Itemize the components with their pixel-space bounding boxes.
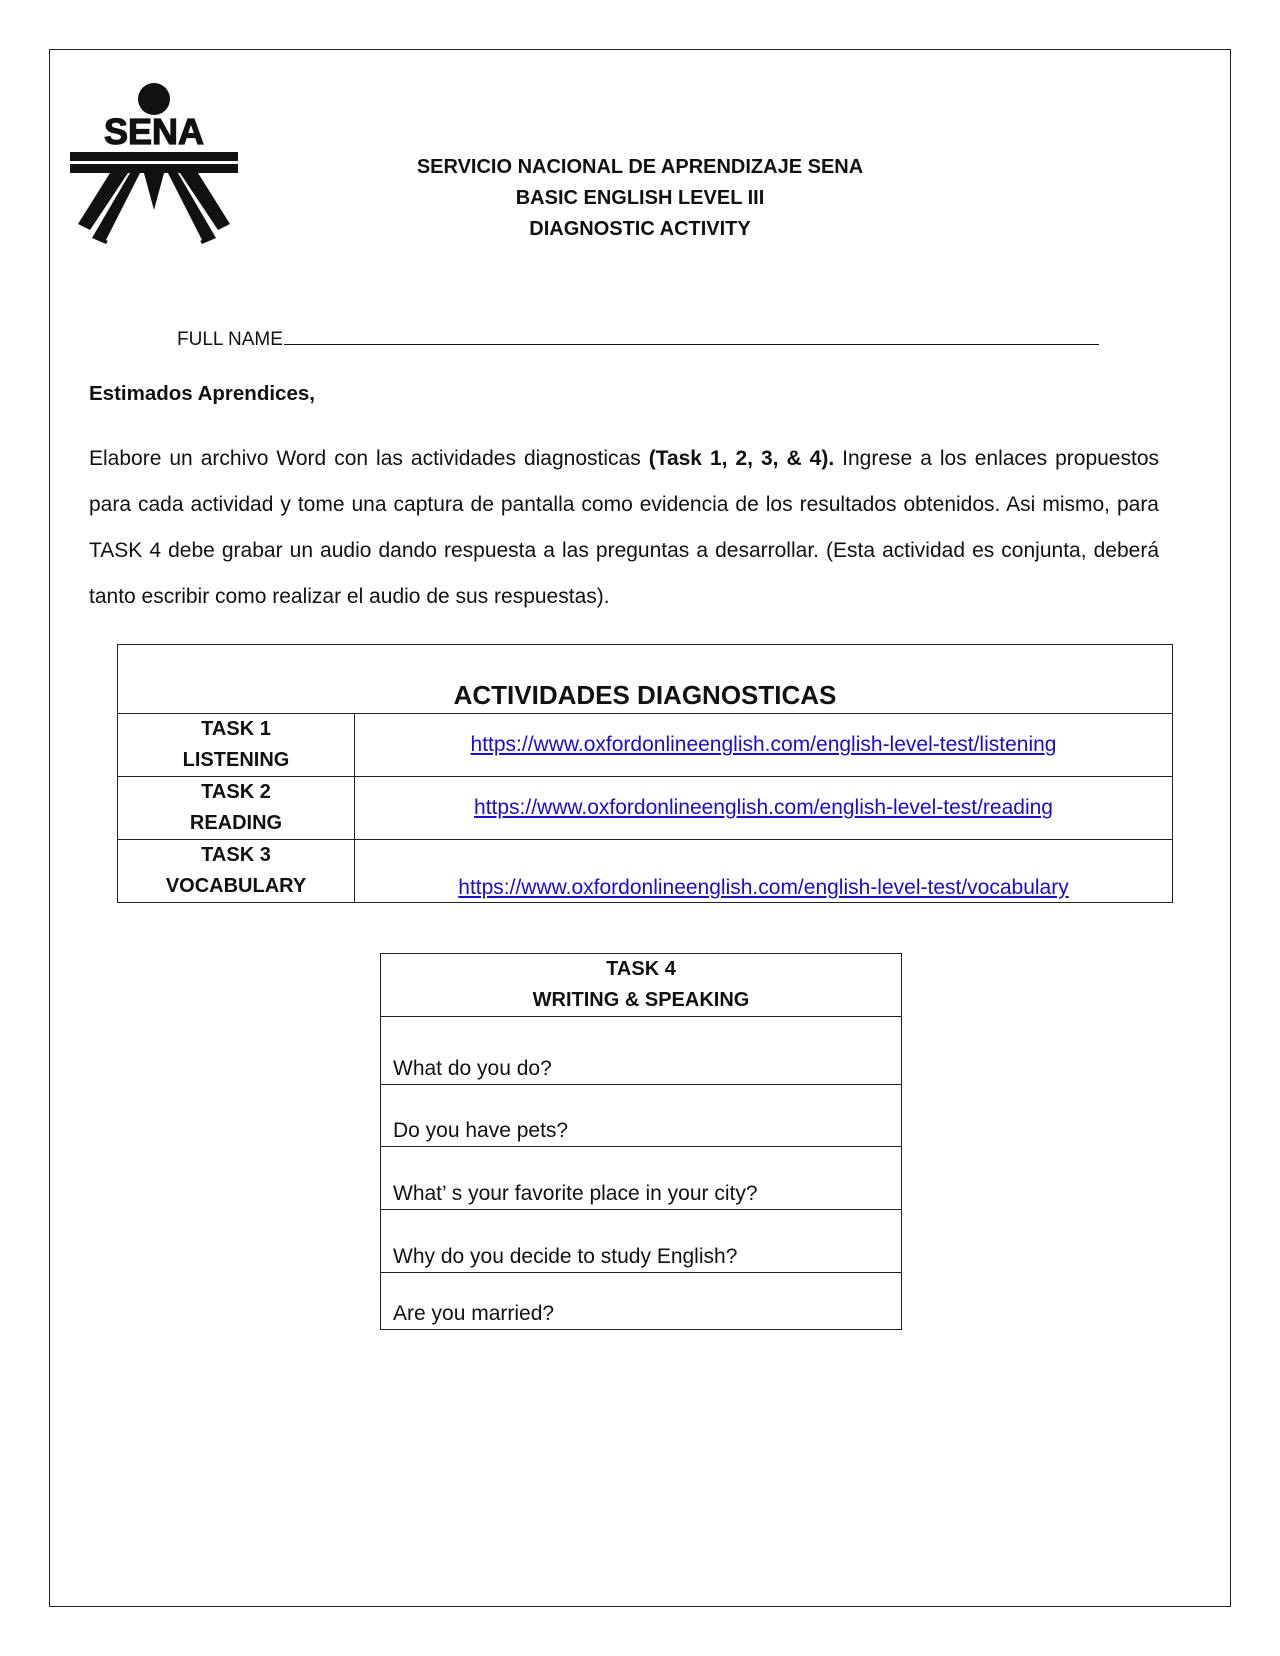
activity-title: DIAGNOSTIC ACTIVITY [529,218,751,240]
full-name-blank-line[interactable] [284,323,1099,345]
reading-test-link[interactable]: https://www.oxfordonlineenglish.com/english-level-test/reading [474,796,1053,819]
task-label: TASK 2 READING [118,777,355,840]
document-header [300,152,980,245]
course-title: BASIC ENGLISH LEVEL III [515,187,765,209]
question-item: Why do you decide to study English? [381,1210,902,1273]
task-label: TASK 3 VOCABULARY [118,840,355,903]
full-name-label: FULL NAME [177,329,283,350]
question-item: Are you married? [381,1273,902,1330]
logo-text: SENA [103,111,205,152]
instructions-paragraph: Elabore un archivo Word con las actividades diagnosticas (Task 1, 2, 3, & 4). Ingrese a los enlaces propuestos para cada actividad y tome una captura de pantalla como evidencia de los resultados obtenidos. Asi mismo, para TASK 4 debe grabar un audio dando respuesta a las preguntas a desarrollar. (Esta actividad es conjunta, deberá tanto escribir como realizar el audio de sus respuestas). [89,447,1159,608]
table-row [118,840,1173,903]
task4-table [380,953,902,1330]
table-row [118,714,1173,777]
institution-title: SERVICIO NACIONAL DE APRENDIZAJE SENA [416,156,864,178]
vocabulary-test-link[interactable]: https://www.oxfordonlineenglish.com/english-level-test/vocabulary [458,876,1069,899]
question-item: Do you have pets? [381,1085,902,1147]
sena-logo-icon [70,82,238,246]
activities-table-title: ACTIVIDADES DIAGNOSTICAS [118,645,1173,714]
full-name-field [177,323,1099,351]
task4-header: TASK 4 WRITING & SPEAKING [381,954,902,1017]
table-row [118,777,1173,840]
task-label: TASK 1 LISTENING [118,714,355,777]
question-item: What do you do? [381,1017,902,1085]
tasks-bold: (Task 1, 2, 3, & 4). [648,447,835,470]
listening-test-link[interactable]: https://www.oxfordonlineenglish.com/english-level-test/listening [470,733,1057,756]
question-item: What’ s your favorite place in your city? [381,1147,902,1210]
activities-table [117,644,1173,903]
greeting: Estimados Aprendices, [89,382,315,405]
